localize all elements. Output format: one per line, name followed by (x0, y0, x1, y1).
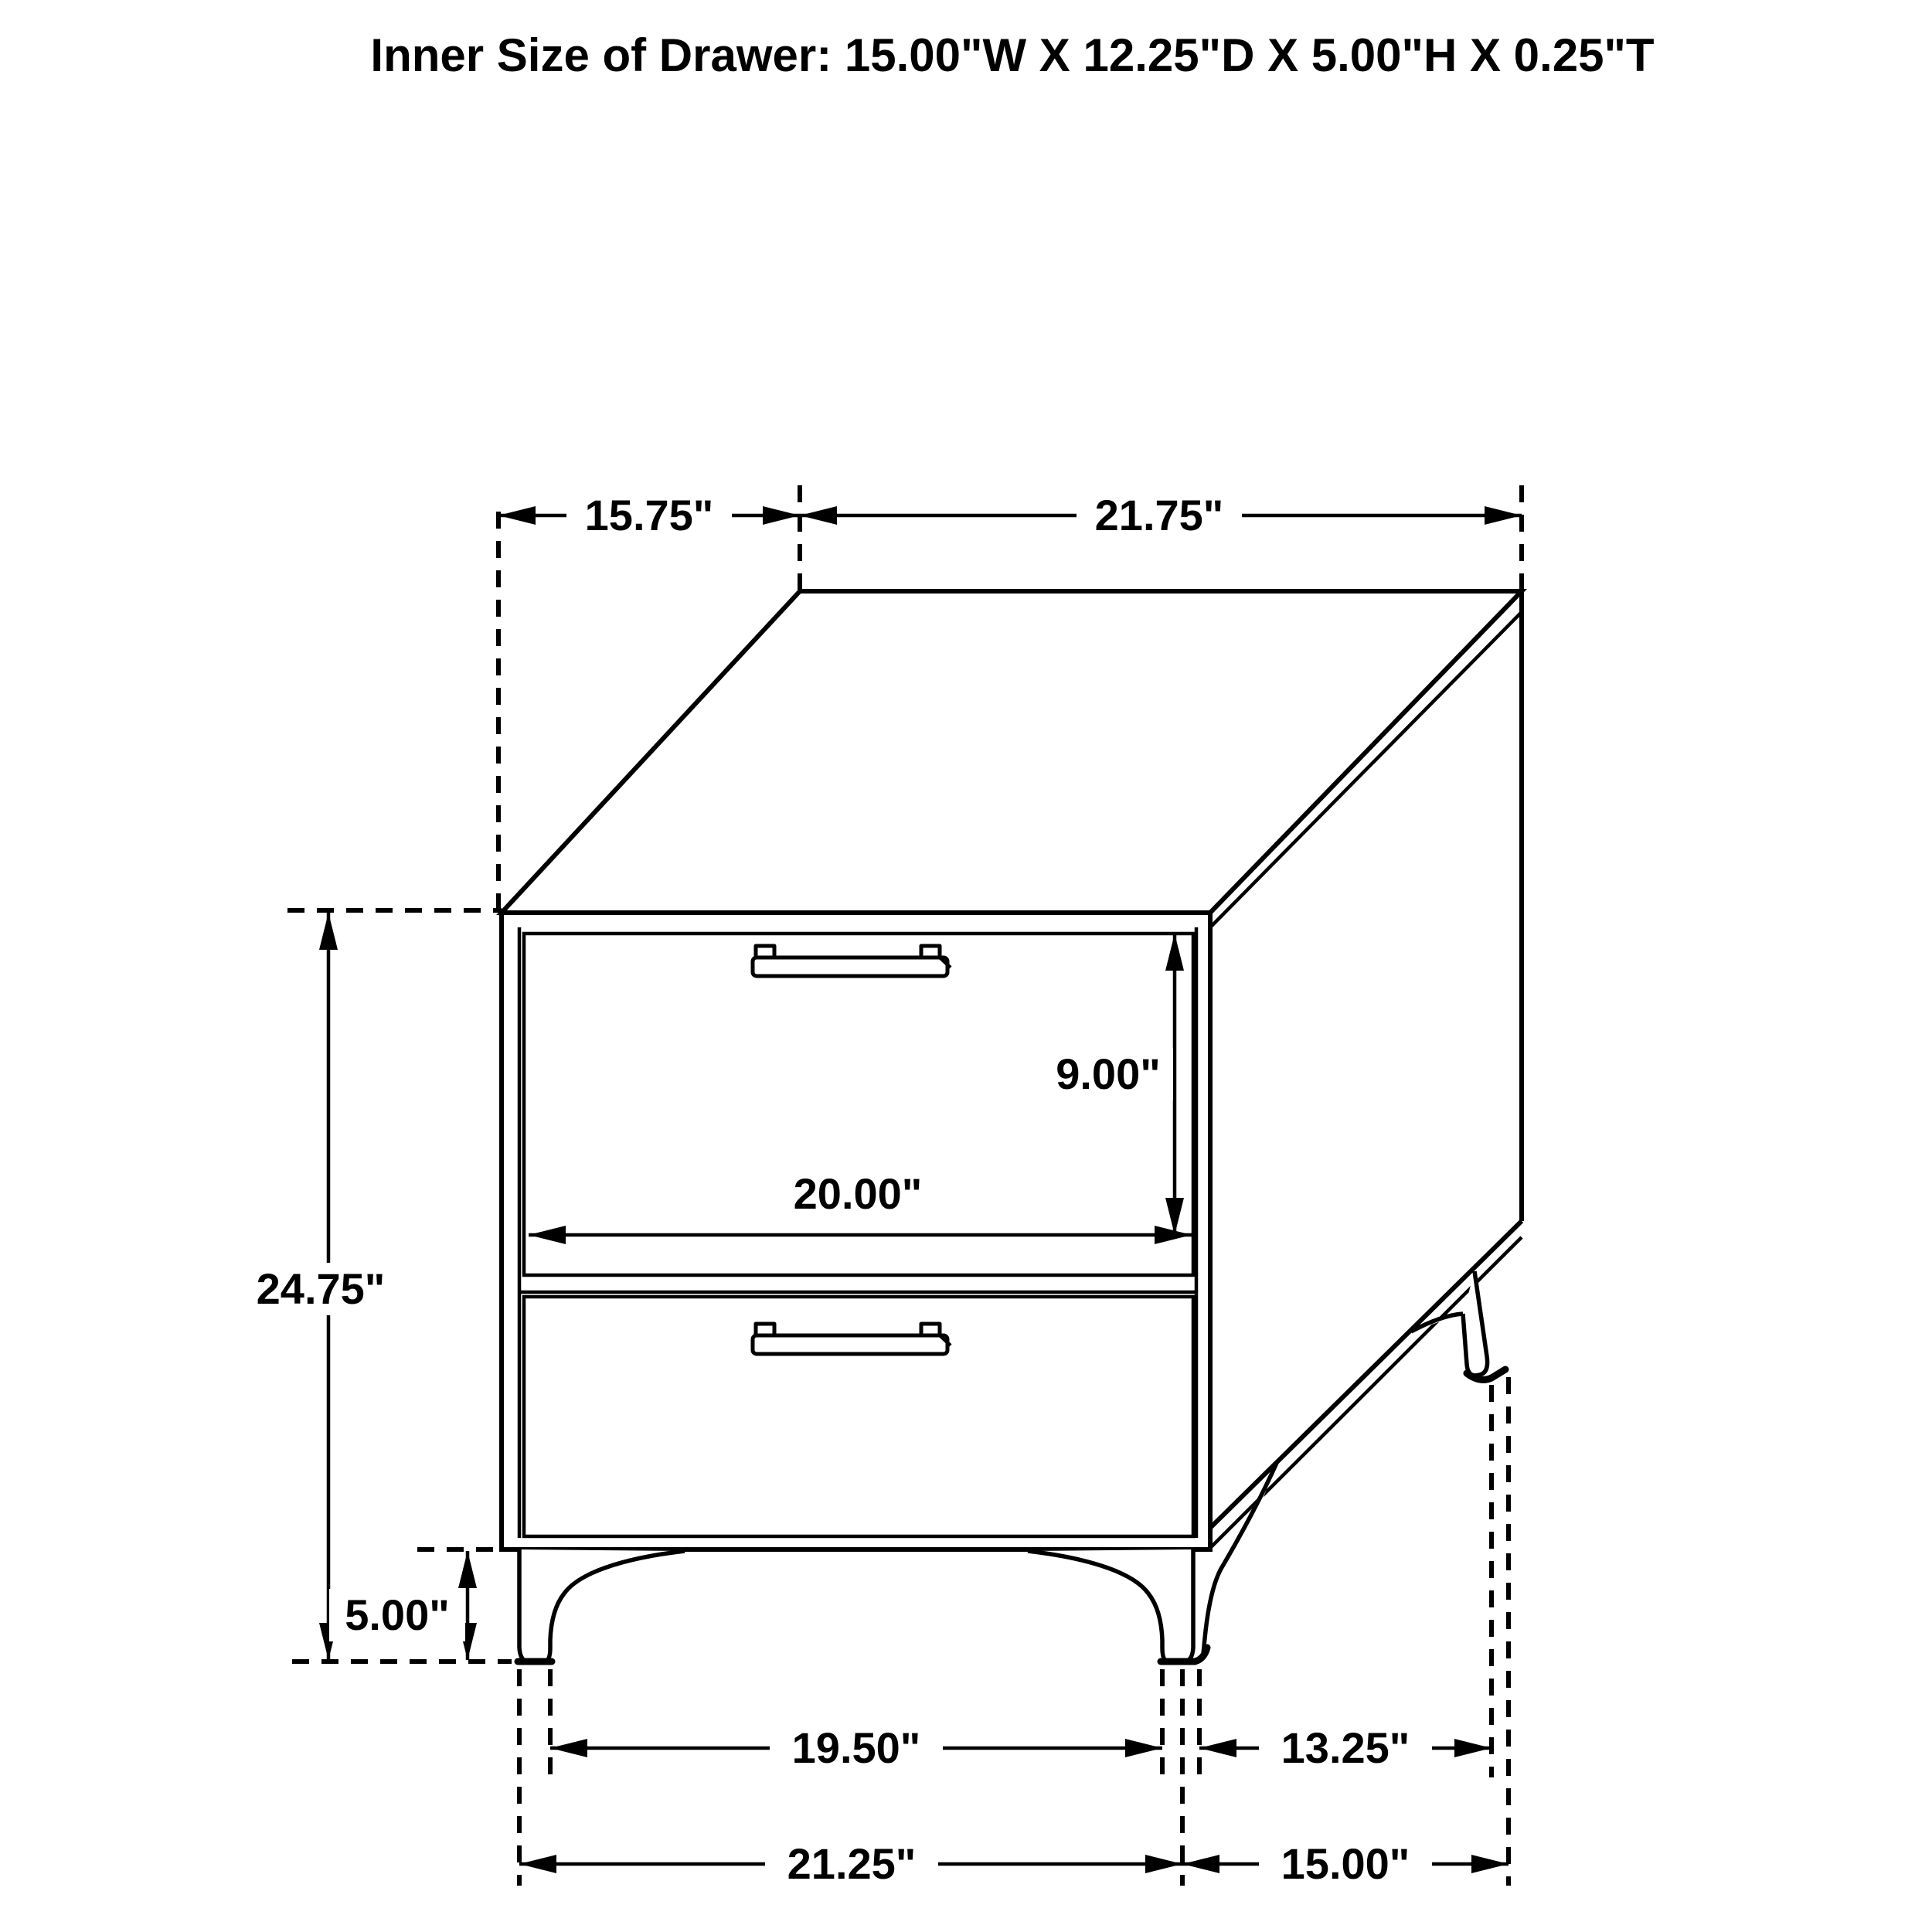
dim-label-side-feet-inner: 13.25" (1281, 1723, 1410, 1772)
dim-label-drawer-width: 20.00" (793, 1169, 923, 1218)
dim-label-front-feet-outer: 21.25" (787, 1839, 917, 1888)
dim-label-top-width: 21.75" (1094, 491, 1224, 539)
dim-label-side-feet-outer: 15.00" (1281, 1839, 1410, 1888)
front-right-foot (1028, 1549, 1193, 1662)
dim-label-drawer-front-height: 9.00" (1056, 1049, 1161, 1098)
front-right-foot-side-pad (1195, 1648, 1207, 1662)
dim-label-foot-height: 5.00" (345, 1590, 450, 1639)
handle-bar (753, 1335, 947, 1354)
cabinet-drawing (502, 591, 1522, 1662)
diagram-title: Inner Size of Drawer: 15.00"W X 12.25"D X 5.00"H X 0.25"T (370, 29, 1655, 81)
dim-label-front-feet-inner: 19.50" (791, 1723, 921, 1772)
cabinet-front-face (502, 913, 1210, 1549)
dim-label-overall-height: 24.75" (256, 1264, 386, 1313)
cabinet-top-face (502, 591, 1522, 913)
back-foot-leg (1463, 1271, 1488, 1376)
dim-label-top-depth: 15.75" (584, 491, 714, 539)
front-left-foot (519, 1549, 685, 1662)
back-right-foot (1411, 1271, 1505, 1379)
handle-bar (753, 957, 947, 976)
